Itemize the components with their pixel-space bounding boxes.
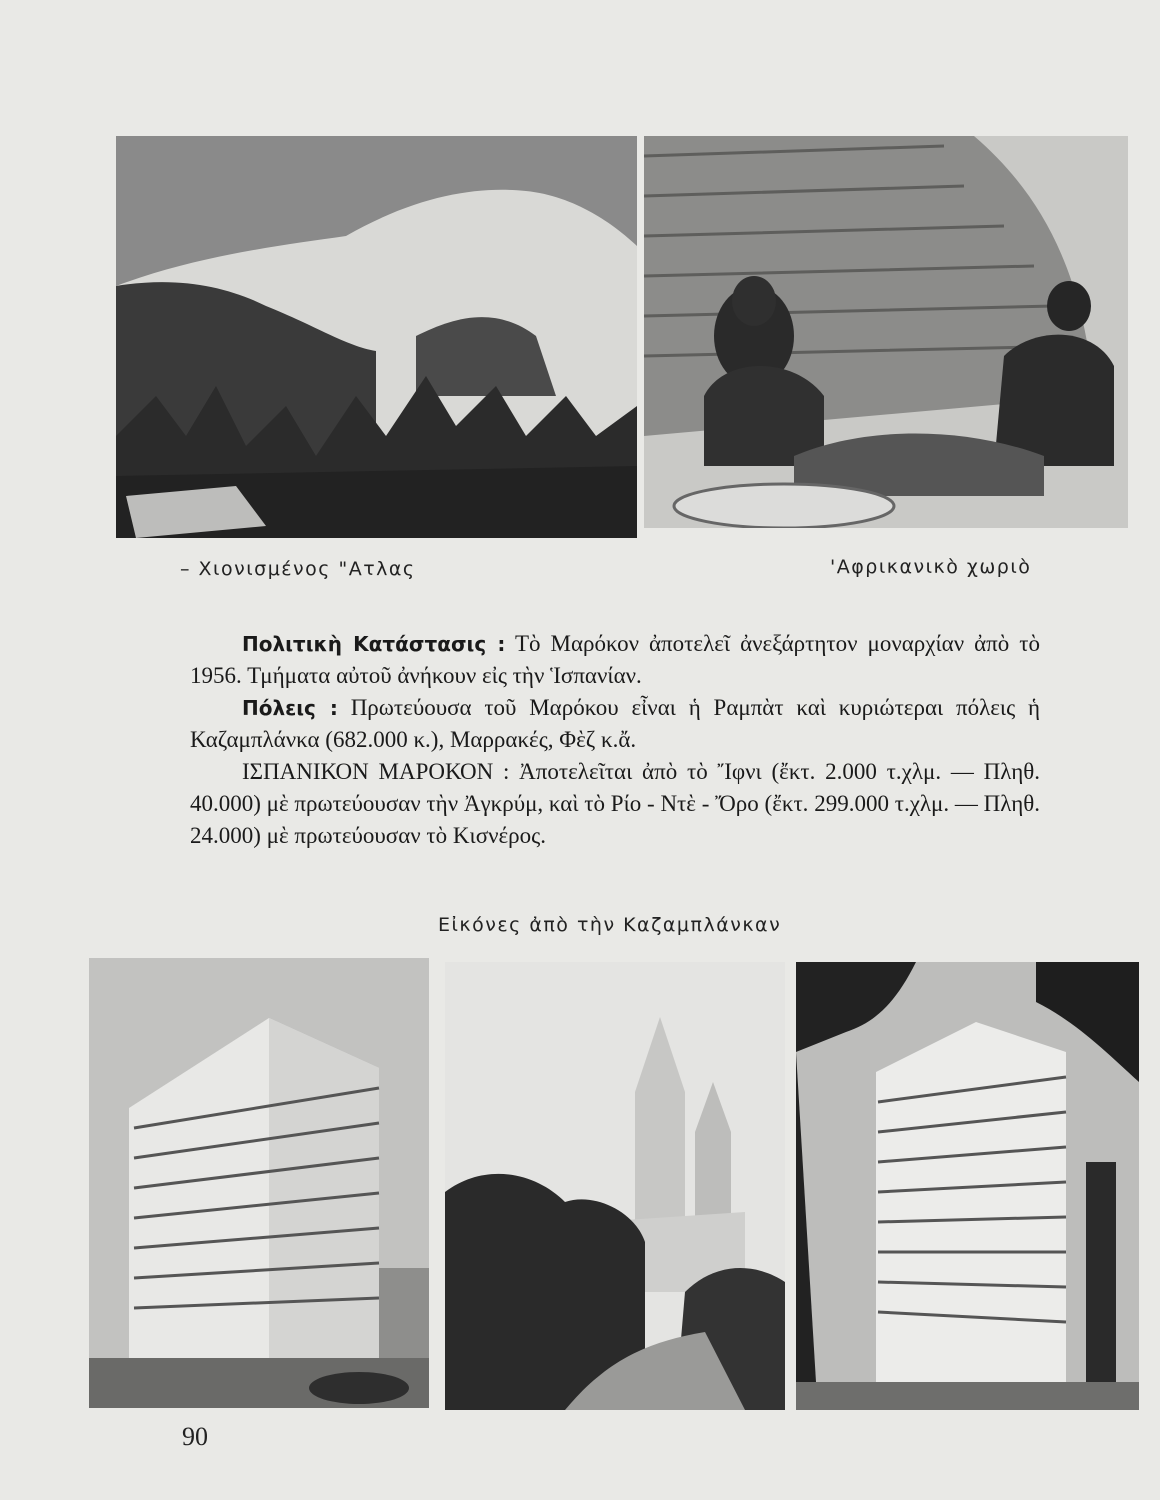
body-text (190, 628, 1040, 852)
photo-casablanca-office-building (89, 958, 429, 1408)
photo-african-village (644, 136, 1128, 528)
politics-body: Τὸ Μαρόκον ἀποτελεῖ ἀνεξάρτητον μοναρχίαν ἀπὸ τὸ 1956. Τμήματα αὐτοῦ ἀνήκουν εἰς τὴν Ἱσπανίαν. (190, 631, 1041, 688)
politics-label: Πολιτικὴ Κατάστασις : (242, 632, 506, 656)
page-number: 90 (182, 1422, 208, 1451)
cities-paragraph (190, 692, 1040, 756)
photo-casablanca-cathedral (445, 962, 785, 1410)
spanish-morocco-paragraph (190, 756, 1040, 852)
cities-body: Πρωτεύουσα τοῦ Μαρόκου εἶναι ἡ Ραμπὰτ καὶ κυριώτεραι πόλεις ἡ Καζαμπλάνκα (682.000 κ.), Μαρρακές, Φὲζ κ.ἄ. (190, 695, 1040, 752)
spanish-morocco-label: ΙΣΠΑΝΙΚΟΝ ΜΑΡΟΚΟΝ : (242, 759, 510, 784)
caption-snowy-atlas: – Χιονισμένος "Ατλας (180, 558, 416, 580)
politics-paragraph (190, 628, 1040, 692)
cities-label: Πόλεις : (242, 696, 338, 720)
caption-african-village: 'Αφρικανικὸ χωριὸ (830, 556, 1032, 578)
section-heading: Εἰκόνες ἀπὸ τὴν Καζαμπλάνκαν (438, 914, 782, 936)
photo-snowy-atlas (116, 136, 637, 538)
spanish-morocco-body: Ἀποτελεῖται ἀπὸ τὸ Ἴφνι (ἔκτ. 2.000 τ.χλμ. — Πληθ. 40.000) μὲ πρωτεύουσαν τὴν Ἀγκρύμ, καὶ τὸ Ρίο - Ντὲ - Ὄρο (ἔκτ. 299.000 τ.χλμ. — Πληθ. 24.000) μὲ πρωτεύουσαν τὸ Κισνέρος. (190, 759, 1040, 848)
photo-casablanca-apartment-tower (796, 962, 1139, 1410)
